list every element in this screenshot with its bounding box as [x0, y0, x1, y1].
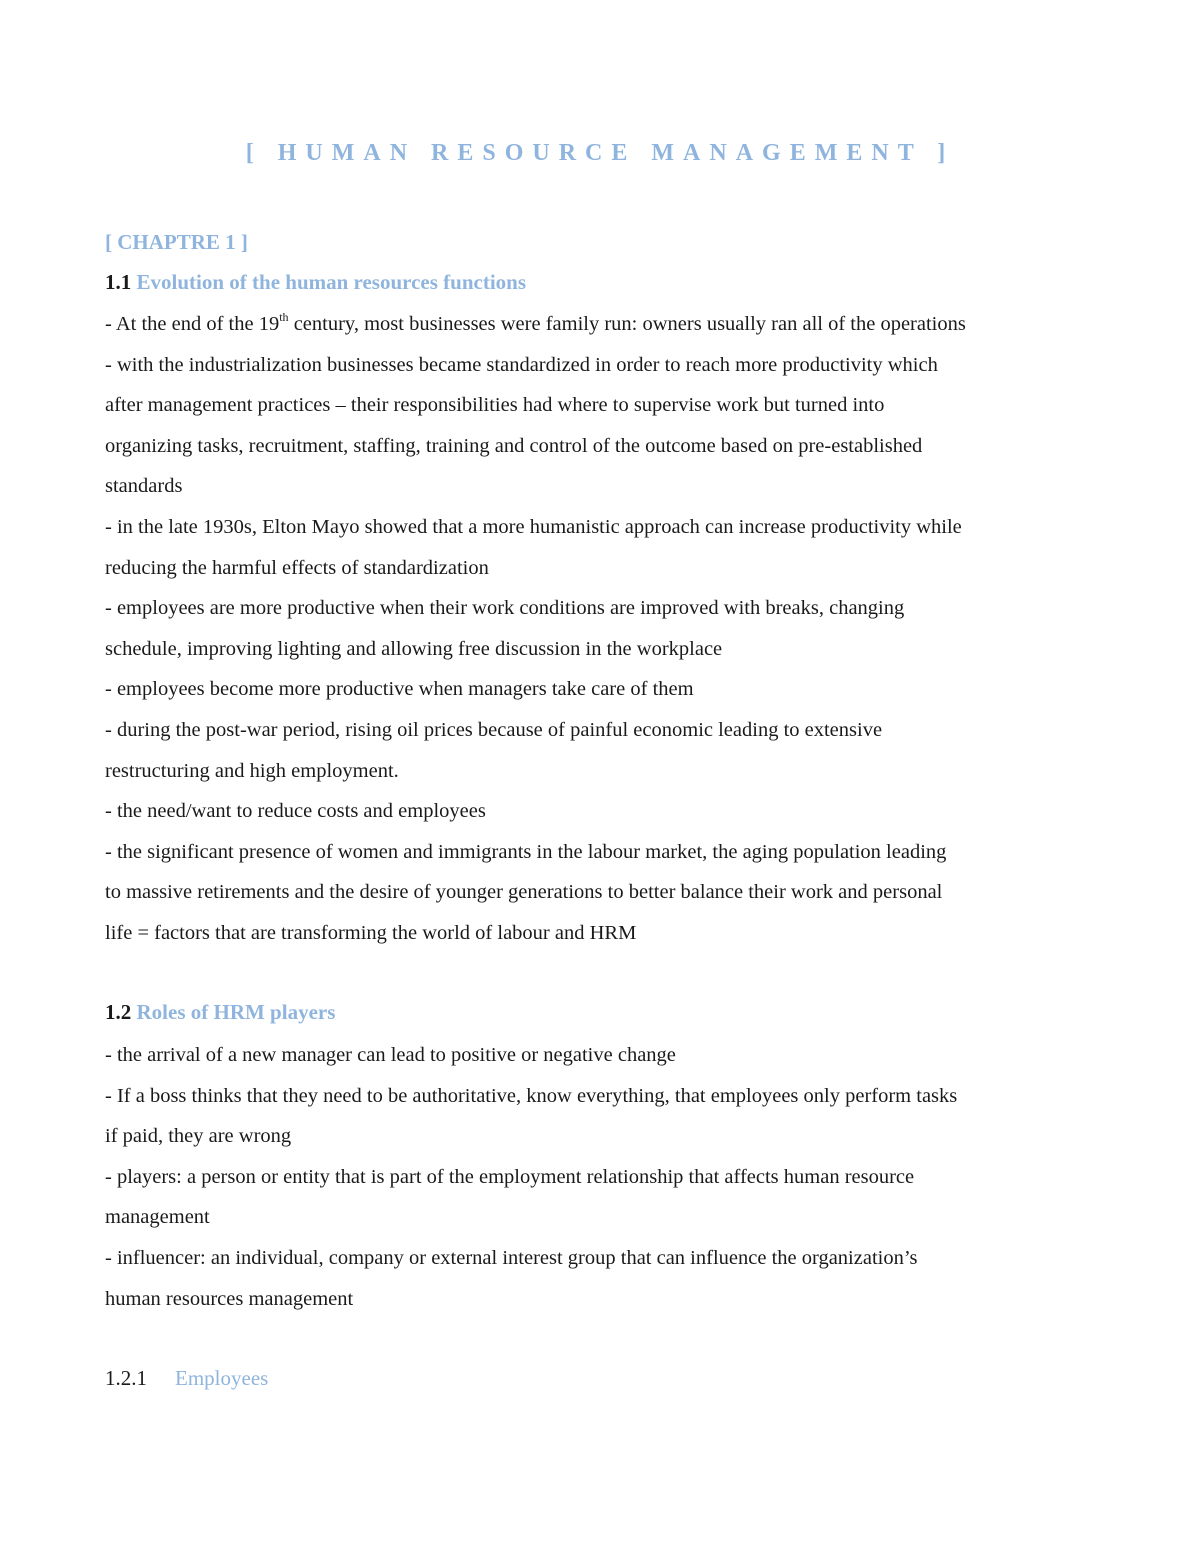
paragraph-line: life = factors that are transforming the world of labour and HRM — [105, 921, 637, 944]
section-1-2-title: Roles of HRM players — [136, 1000, 336, 1024]
paragraph-line: management — [105, 1206, 210, 1229]
paragraph-line: - If a boss thinks that they need to be authoritative, know everything, that employees only perform tasks — [105, 1084, 958, 1107]
paragraph-line: - players: a person or entity that is part of the employment relationship that affects human resource — [105, 1165, 915, 1188]
paragraph-line: - the need/want to reduce costs and employees — [105, 800, 486, 823]
section-1-2-1-heading — [105, 1366, 268, 1391]
section-1-1-title: Evolution of the human resources functions — [136, 270, 527, 294]
paragraph-line: organizing tasks, recruitment, staffing, training and control of the outcome based on pre-established — [105, 434, 923, 457]
paragraph-line: schedule, improving lighting and allowing free discussion in the workplace — [105, 637, 723, 660]
section-1-1-number: 1.1 — [105, 270, 132, 294]
section-1-1-heading — [105, 270, 526, 295]
chapter-heading: [ CHAPTRE 1 ] — [105, 230, 248, 254]
paragraph-line: - in the late 1930s, Elton Mayo showed that a more humanistic approach can increase productivity while — [105, 515, 962, 538]
paragraph-line: - At the end of the 19th century, most businesses were family run: owners usually ran all of the operations — [105, 310, 966, 335]
paragraph-line: reducing the harmful effects of standardization — [105, 556, 489, 579]
section-1-1-body — [105, 304, 1100, 954]
section-1-2-number: 1.2 — [105, 1000, 132, 1024]
paragraph-line: - the significant presence of women and immigrants in the labour market, the aging population leading — [105, 840, 947, 863]
document-title: [ HUMAN RESOURCE MANAGEMENT ] — [245, 140, 955, 166]
paragraph-line: - the arrival of a new manager can lead to positive or negative change — [105, 1044, 676, 1066]
paragraph-line: if paid, they are wrong — [105, 1125, 292, 1148]
section-1-2-1-title: Employees — [175, 1366, 269, 1390]
paragraph-line: - employees become more productive when managers take care of them — [105, 678, 694, 701]
paragraph-line: restructuring and high employment. — [105, 759, 399, 782]
paragraph-line: to massive retirements and the desire of younger generations to better balance their work and personal — [105, 881, 943, 904]
paragraph-line: - influencer: an individual, company or external interest group that can influence the organization’s — [105, 1246, 918, 1269]
section-1-2-body — [105, 1035, 1100, 1319]
paragraph-line: human resources management — [105, 1287, 354, 1310]
section-1-2-1-number: 1.2.1 — [105, 1366, 147, 1390]
paragraph-line: after management practices – their responsibilities had where to supervise work but turned into — [105, 394, 885, 417]
section-1-2-heading — [105, 1000, 335, 1025]
paragraph-line: - employees are more productive when their work conditions are improved with breaks, changing — [105, 597, 905, 620]
paragraph-line: - during the post-war period, rising oil prices because of painful economic leading to extensive — [105, 718, 883, 741]
paragraph-line: standards — [105, 475, 183, 498]
paragraph-line: - with the industrialization businesses became standardized in order to reach more productivity which — [105, 353, 938, 376]
